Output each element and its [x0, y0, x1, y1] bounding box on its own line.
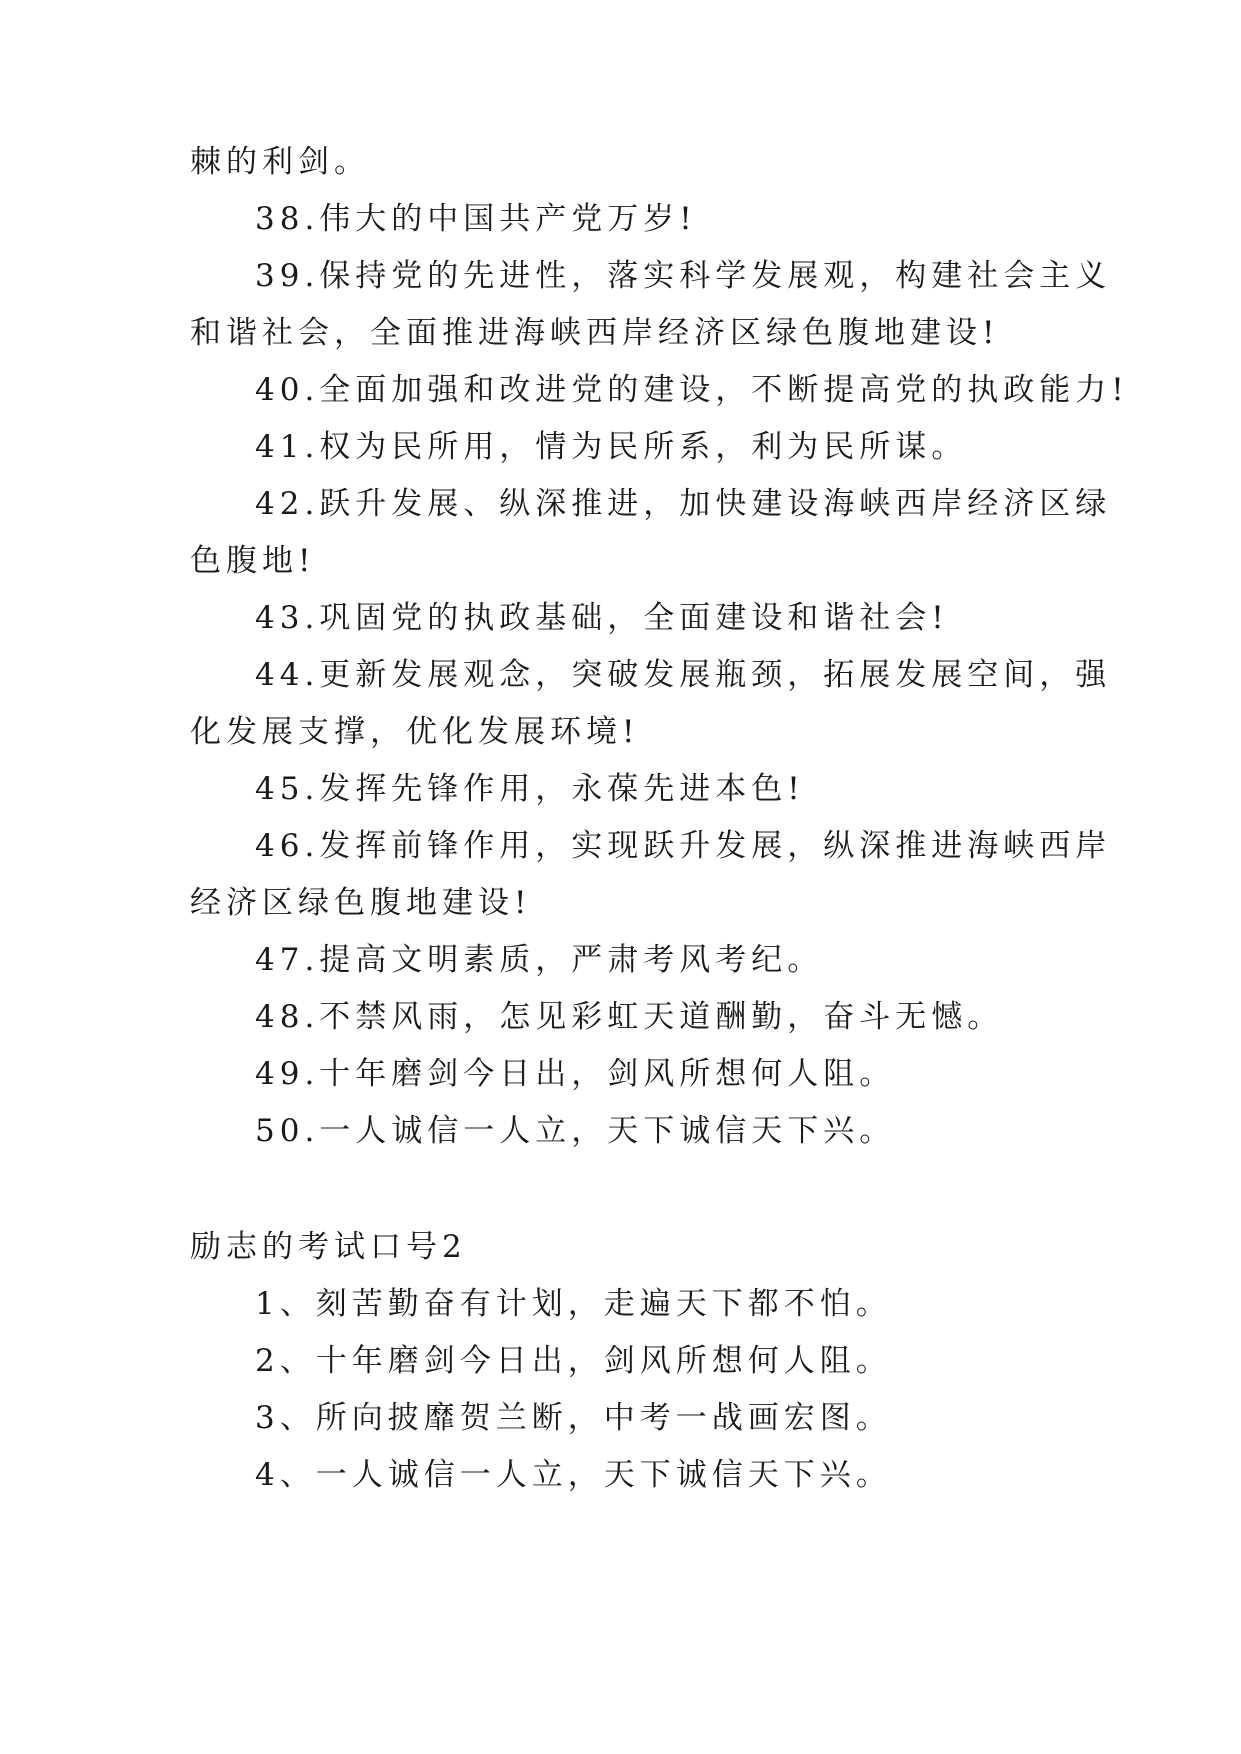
slogan-50: 50.一人诚信一人立，天下诚信天下兴。	[255, 1113, 896, 1149]
paragraph-line: 和谐社会，全面推进海峡西岸经济区绿色腹地建设!	[190, 315, 1000, 351]
list-item: 2、十年磨剑今日出，剑风所想何人阻。	[255, 1343, 892, 1379]
paragraph-line: 经济区绿色腹地建设!	[190, 885, 532, 921]
paragraph-line: 化发展支撑，优化发展环境!	[190, 714, 640, 750]
slogan-45: 45.发挥先锋作用，永葆先进本色!	[255, 771, 805, 807]
slogan-43: 43.巩固党的执政基础，全面建设和谐社会!	[255, 600, 949, 636]
slogan-46: 46.发挥前锋作用，实现跃升发展，纵深推进海峡西岸	[255, 828, 1112, 864]
list-item: 4、一人诚信一人立，天下诚信天下兴。	[255, 1457, 892, 1493]
list-item: 1、刻苦勤奋有计划，走遍天下都不怕。	[255, 1286, 892, 1322]
slogan-41: 41.权为民所用，情为民所系，利为民所谋。	[255, 429, 968, 465]
slogan-47: 47.提高文明素质，严肃考风考纪。	[255, 942, 824, 978]
section-heading: 励志的考试口号2	[190, 1229, 467, 1265]
slogan-38: 38.伟大的中国共产党万岁!	[255, 201, 697, 237]
slogan-39: 39.保持党的先进性，落实科学发展观，构建社会主义	[255, 258, 1112, 294]
slogan-48: 48.不禁风雨，怎见彩虹天道酬勤，奋斗无憾。	[255, 999, 1004, 1035]
slogan-44: 44.更新发展观念，突破发展瓶颈，拓展发展空间，强	[255, 657, 1112, 693]
paragraph-line: 色腹地!	[190, 543, 316, 579]
slogan-40: 40.全面加强和改进党的建设，不断提高党的执政能力!	[255, 372, 1129, 408]
paragraph-line: 棘的利剑。	[190, 144, 370, 180]
list-item: 3、所向披靡贺兰断，中考一战画宏图。	[255, 1400, 892, 1436]
slogan-49: 49.十年磨剑今日出，剑风所想何人阻。	[255, 1056, 896, 1092]
slogan-42: 42.跃升发展、纵深推进，加快建设海峡西岸经济区绿	[255, 486, 1112, 522]
